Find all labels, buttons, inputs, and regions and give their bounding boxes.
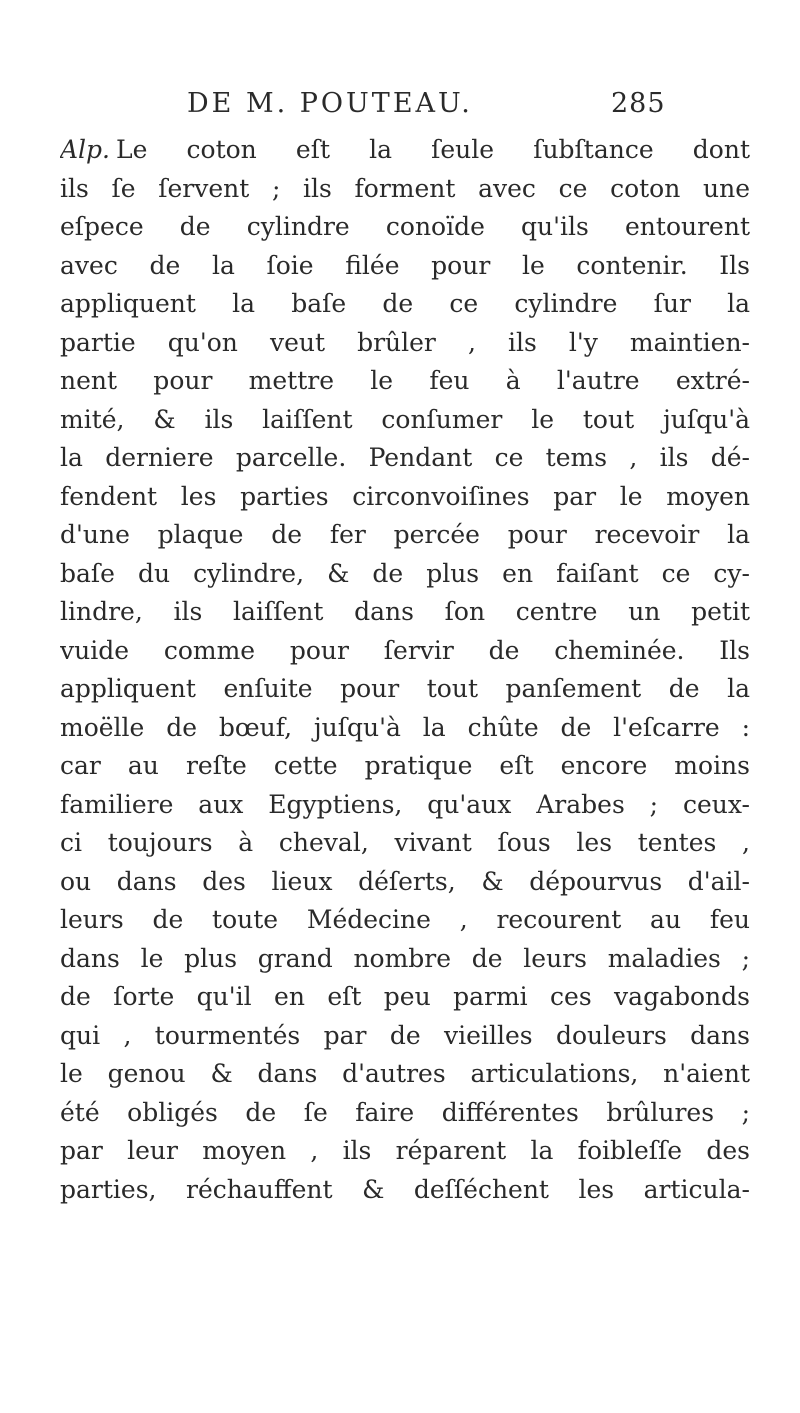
text-line: le genou & dans d'autres articulations, n'aient — [60, 1059, 750, 1088]
text-line: nent pour mettre le feu à l'autre extré- — [60, 366, 750, 395]
text-line: moëlle de bœuf, juſqu'à la chûte de l'eſcarre : — [60, 712, 750, 742]
text-line: baſe du cylindre, & de plus en faiſant ce cy- — [60, 558, 750, 588]
text-line: vuide comme pour ſervir de cheminée. Ils — [60, 635, 750, 665]
page-number: 285 — [611, 88, 666, 119]
text-line: eſpece de cylindre conoïde qu'ils entourent — [60, 212, 750, 241]
text-line: qui , tourmentés par de vieilles douleurs dans — [60, 1020, 750, 1050]
lead-abbreviation: Alp. — [60, 135, 110, 164]
text-line: par leur moyen , ils réparent la foibleſſe des — [60, 1136, 750, 1165]
running-head — [187, 88, 747, 128]
text-line: dans le plus grand nombre de leurs maladies ; — [60, 943, 750, 973]
text-line: ils ſe ſervent ; ils forment avec ce coton une — [60, 173, 750, 203]
text-line: ou dans des lieux déſerts, & dépourvus d'ail- — [60, 866, 750, 896]
text-line: avec de la ſoie filée pour le contenir. Ils — [60, 250, 750, 280]
text-line: été obligés de ſe faire différentes brûlures ; — [60, 1097, 750, 1127]
body-text — [60, 131, 750, 1209]
text-line: la derniere parcelle. Pendant ce tems , ils dé- — [60, 443, 750, 472]
text-line: appliquent la baſe de ce cylindre ſur la — [60, 289, 750, 318]
text-line: partie qu'on veut brûler , ils l'y maintien- — [60, 327, 750, 357]
text-line: lindre, ils laiſſent dans ſon centre un petit — [60, 597, 750, 626]
text-line: de ſorte qu'il en eſt peu parmi ces vagabonds — [60, 982, 750, 1011]
text-line: appliquent enſuite pour tout panſement de la — [60, 674, 750, 703]
text-line: familiere aux Egyptiens, qu'aux Arabes ; ceux- — [60, 789, 750, 819]
running-head-title: DE M. POUTEAU. — [187, 88, 473, 119]
text-line: car au reſte cette pratique eſt encore moins — [60, 751, 750, 780]
text-line: fendent les parties circonvoiſines par le moyen — [60, 481, 750, 511]
text-line: parties, réchauffent & deſſéchent les articula- — [60, 1174, 750, 1204]
text-line: ci toujours à cheval, vivant ſous les tentes , — [60, 828, 750, 857]
text-line: mité, & ils laiſſent conſumer le tout juſqu'à — [60, 404, 750, 434]
text-line: d'une plaque de fer percée pour recevoir la — [60, 520, 750, 549]
text-line: leurs de toute Médecine , recourent au feu — [60, 905, 750, 934]
text-line: Alp. Le coton eſt la ſeule ſubſtance dont — [60, 135, 750, 164]
